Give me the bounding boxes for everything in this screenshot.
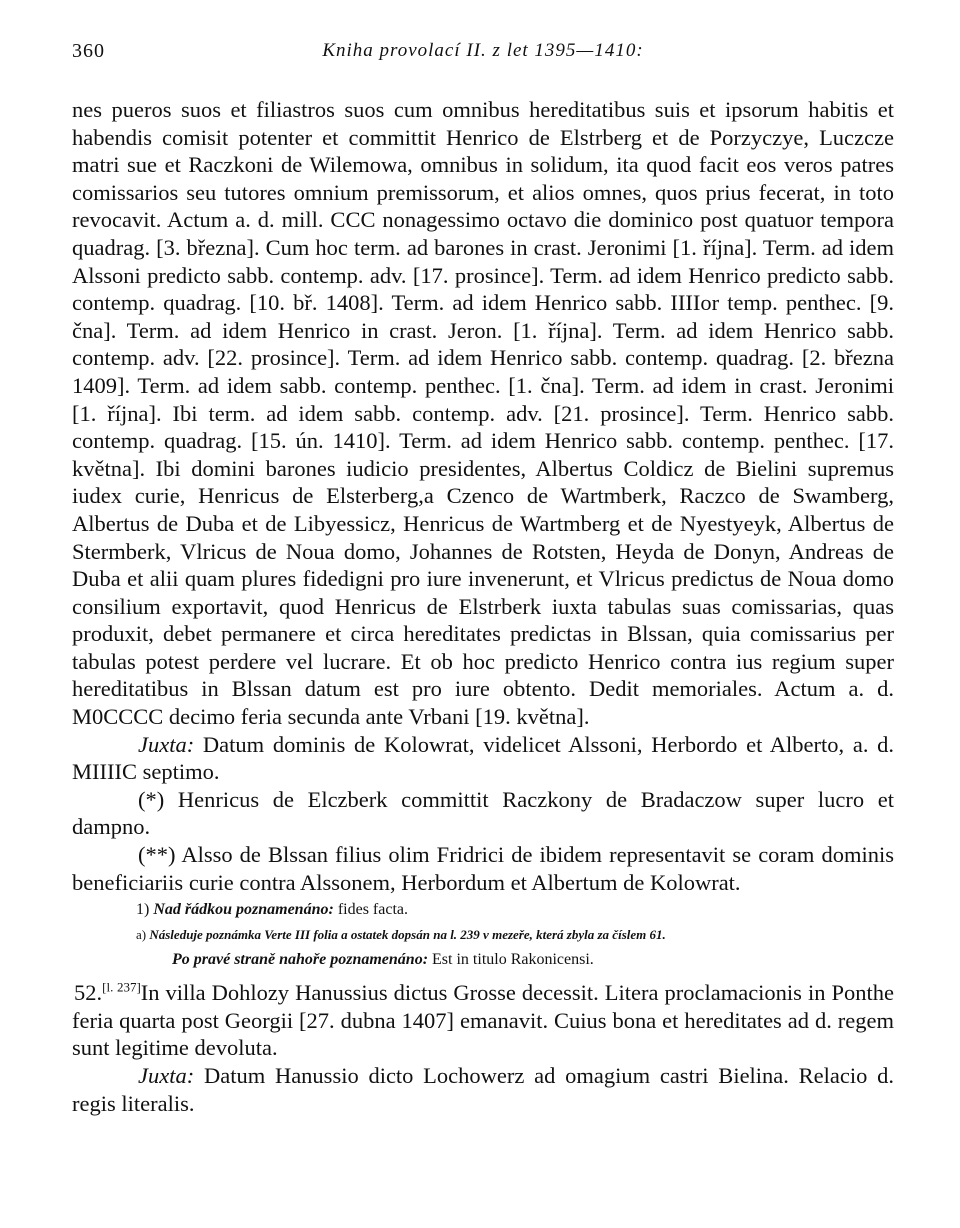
footnote-1 <box>72 898 894 921</box>
entry-number: 52. <box>74 980 103 1006</box>
page-number: 360 <box>72 40 105 62</box>
body-text <box>72 96 894 896</box>
note-double-star: (**) Alsso de Blssan filius olim Fridrici de ibidem representavit se coram dominis beneficiariis curie contra Alssonem, Herbordum et Albertum de Kolowrat. <box>72 842 894 895</box>
footnote-text: Est in titulo Rakonicensi. <box>432 951 594 969</box>
folio-reference: [l. 237] <box>102 979 141 995</box>
footnote-text: fides facta. <box>337 901 408 919</box>
footnote-marker: a) <box>136 927 147 943</box>
footnote-marker: 1) <box>136 901 150 919</box>
entry-text: In villa Dohlozy Hanussius dictus Grosse decessit. Litera proclamacionis in Ponthe feria quarta post Georgii [27. dubna 1407] emanavit. Cuius bona et hereditates ad d. regem sunt legitime devoluta. <box>72 980 894 1061</box>
running-title: Kniha provolací II. z let 1395—1410: <box>322 40 644 61</box>
juxta-paragraph-2 <box>72 1062 894 1117</box>
juxta-paragraph-1 <box>72 731 894 786</box>
page-header <box>72 40 894 74</box>
juxta-text: Datum Hanussio dicto Lochowerz ad omagium castri Bielina. Relacio d. regis literalis. <box>72 1063 895 1116</box>
note-star: (*) Henricus de Elczberk committit Raczkony de Bradaczow super lucro et dampno. <box>72 786 894 840</box>
footnote-label: Nad řádkou poznamenáno: <box>153 901 334 919</box>
juxta-label: Juxta: <box>138 1063 195 1088</box>
juxta-label: Juxta: <box>138 731 195 757</box>
juxta-text: Datum dominis de Kolowrat, videlicet Alssoni, Herbordo et Alberto, a. d. MIIIIC septimo. <box>72 731 894 785</box>
document-page <box>72 40 894 1117</box>
footnote-a <box>72 923 894 946</box>
main-paragraph: nes pueros suos et filiastros suos cum omnibus hereditatibus suis et ipsorum habitis et habendis comisit potenter et committit Henrico de Elstrberg et de Porzyczye, Luczcze matri sue et Raczkoni de Wilemowa, omnibus in solidum, ita quod facit eos veros patres comissarios seu tutores omnium premissorum, et alios omnes, quos prius fecerat, in toto revocavit. Actum a. d. mill. CCC nonagessimo octavo die dominico post quatuor tempora quadrag. [3. března]. Cum hoc term. ad barones in crast. Jeronimi [1. října]. Term. ad idem Alssoni predicto sabb. contemp. adv. [17. prosince]. Term. ad idem Henrico predicto sabb. contemp. quadrag. [10. bř. 1408]. Term. ad idem Henrico sabb. IIIIor temp. penthec. [9. čna]. Term. ad idem Henrico in crast. Jeron. [1. října]. Term. ad idem Henrico sabb. contemp. adv. [22. prosince]. Term. ad idem Henrico sabb. contemp. quadrag. [2. března 1409]. Term. ad idem sabb. contemp. penthec. [1. čna]. Term. ad idem in crast. Jeronimi [1. října]. Ibi term. ad idem sabb. contemp. adv. [21. prosince]. Term. Henrico sabb. contemp. quadrag. [15. ún. 1410]. Term. ad idem Henrico sabb. contemp. penthec. [17. května]. Ibi domini barones iudicio presidentes, Albertus Coldicz de Bielini supremus iudex curie, Henricus de Elsterberg,a Czenco de Wartmberk, Raczco de Swamberg, Albertus de Duba et de Libyessicz, Henricus de Wartmberg et de Nyestyeyk, Albertus de Stermberk, Vlricus de Noua domo, Johannes de Rotsten, Heyda de Donyn, Andreas de Duba et alii quam plures fidedigni pro iure invenerunt, et Vlricus predictus de Noua domo consilium exportavit, quod Henricus de Elstrberk iuxta tabulas suas comissarias, quas produxit, debet permanere et circa hereditates predictas in Blssan, quia comissarius per tabulas potest perdere vel lucrare. Et ob hoc predicto Henrico contra ius regium super hereditatibus in Blssan datum est pro iure obtento. Dedit memoriales. Actum a. d. M0CCCC decimo feria secunda ante Vrbani [19. května]. <box>72 97 894 730</box>
footnote-b <box>72 948 894 971</box>
footnote-label: Po pravé straně nahoře poznamenáno: <box>172 951 429 969</box>
entry-52 <box>72 979 894 1117</box>
footnote-text: Následuje poznámka Verte III folia a ostatek dopsán na l. 239 v mezeře, která zbyla za číslem 61. <box>149 927 666 943</box>
